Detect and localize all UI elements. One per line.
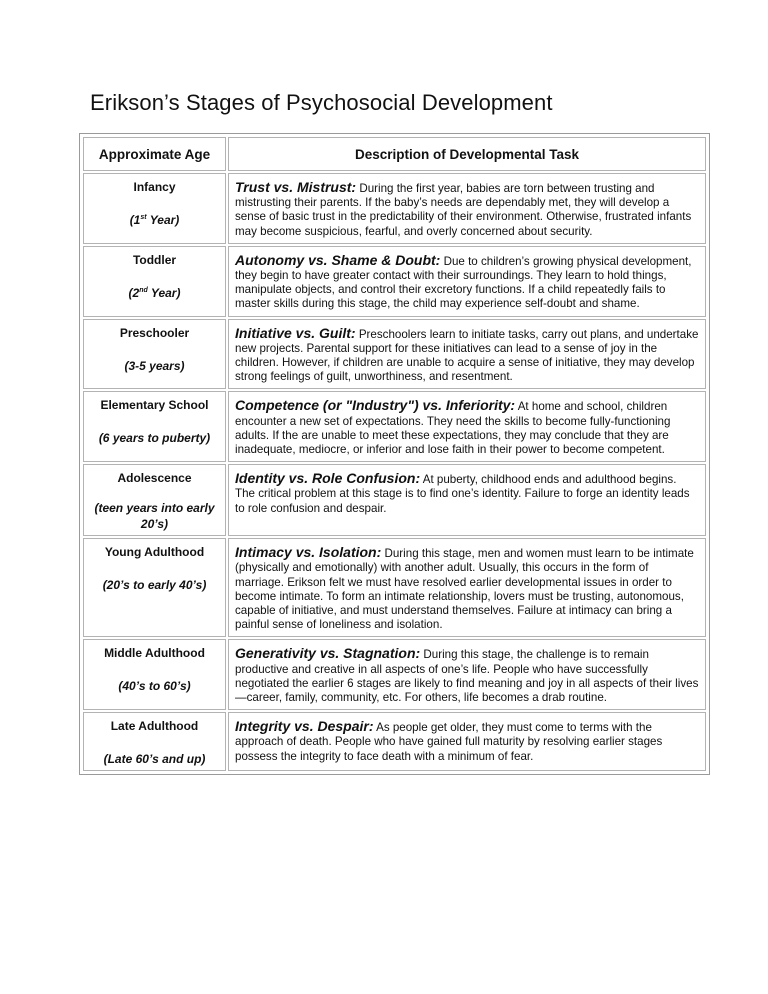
age-range-text: (40’s to 60’s)	[118, 679, 191, 694]
age-cell	[83, 538, 226, 637]
stage-name: Middle Adulthood	[104, 646, 205, 661]
age-range	[87, 502, 222, 531]
age-cell	[83, 319, 226, 390]
age-range-text: (3-5 years)	[124, 358, 185, 373]
stage-name: Young Adulthood	[104, 545, 205, 560]
task-title: Initiative vs. Guilt:	[235, 324, 356, 341]
task-description: During the first year, babies are torn between trusting and mistrusting their parents. If the baby’s needs are dependably met, they will develop a sense of basic trust in the predictability of their environment. Otherwise, frustrated infants may become suspicious, fearful, and overly concerned about security.	[235, 182, 692, 238]
age-range-text: (Late 60’s and up)	[103, 752, 206, 767]
table-row	[83, 246, 706, 317]
age-cell	[83, 464, 226, 536]
age-range	[87, 284, 222, 300]
age-range-suffix: Year)	[146, 213, 180, 227]
age-range-text: (20’s to early 40’s)	[102, 578, 207, 593]
stage-name: Adolescence	[117, 471, 192, 486]
age-range	[87, 429, 222, 445]
age-range-suffix: Year)	[147, 285, 181, 300]
description-cell	[228, 391, 706, 462]
task-description: Preschoolers learn to initiate tasks, carry out plans, and undertake new projects. Parental support for these initiatives can lead to a sense of joy in the children. However, if children are unable to acquire a sense of initiative, they may develop strong feelings of guilt, unworthiness, and resentment.	[235, 327, 699, 384]
task-title: Trust vs. Mistrust:	[235, 179, 357, 195]
task-description: Due to children’s growing physical development, they begin to have greater contact with their surroundings. They learn to hold things, manipulate objects, and control their excretory functions. If a child repeatedly fails to master skills during this stage, the child may experience self-doubt and shame.	[235, 254, 692, 311]
description-cell	[228, 246, 706, 317]
page-title: Erikson’s Stages of Psychosocial Development	[90, 90, 553, 115]
task-description: As people get older, they must come to terms with the approach of death. People who have gained full maturity by resolving earlier stages possess the integrity to face death with a minimum of fear.	[235, 721, 663, 763]
description-cell	[228, 639, 706, 710]
task-description: At puberty, childhood ends and adulthood begins. The critical problem at this stage is to find one’s identity. Failure to forge an identity leads to role confusion and despair.	[235, 473, 690, 515]
table-row	[83, 639, 706, 710]
age-range-text: (2	[128, 285, 140, 300]
task-title: Autonomy vs. Shame & Doubt:	[235, 251, 441, 268]
stages-table-frame	[79, 133, 710, 775]
table-row	[83, 712, 706, 771]
age-range-ordinal: nd	[139, 286, 148, 294]
stage-name: Elementary School	[100, 398, 209, 413]
age-cell	[83, 391, 226, 462]
task-description: During this stage, men and women must learn to be intimate (physically and emotionally) with another adult. Usually, this occurs in the form of marriage. Erikson felt we must have resolved earlier developmental issues in order to become intimate. To form an intimate relationship, lovers must be trusting, autonomous, capable of initiative, and must understand themselves. Failure at intimacy can bring a painful sense of loneliness and isolation.	[235, 547, 694, 632]
table-row	[83, 391, 706, 462]
header-description: Description of Developmental Task	[228, 137, 706, 171]
stage-name: Late Adulthood	[110, 719, 199, 734]
age-range	[87, 357, 222, 373]
age-range-ordinal: st	[140, 214, 147, 221]
description-cell	[228, 712, 706, 771]
description-cell	[228, 319, 706, 390]
task-description: During this stage, the challenge is to remain productive and creative in all aspects of one’s life. People who have successfully negotiated the earlier 6 stages are likely to find meaning and joy in all aspects of their lives—career, family, community, etc. For others, life becomes a drab routine.	[235, 648, 699, 705]
table-header-row	[83, 137, 706, 171]
age-cell	[83, 246, 226, 317]
age-cell	[83, 173, 226, 244]
header-approximate-age: Approximate Age	[83, 137, 226, 171]
description-cell	[228, 464, 706, 536]
table-row	[83, 538, 706, 637]
task-title: Competence (or "Industry") vs. Inferiority:	[235, 397, 516, 414]
age-range	[87, 750, 222, 766]
age-range-text: (teen years into early 20’s)	[94, 501, 215, 532]
stage-name: Preschooler	[119, 325, 190, 340]
task-title: Intimacy vs. Isolation:	[235, 544, 382, 561]
age-cell	[83, 712, 226, 771]
stage-name: Toddler	[132, 252, 177, 267]
table-row	[83, 319, 706, 390]
task-description: At home and school, children encounter a new set of expectations. They need the skills to become fully-functioning adults. If the are unable to meet these expectations, they may conclude that they are inadequate, mediocre, or inferior and lose faith in their power to become competent.	[235, 400, 671, 457]
age-range-text: (6 years to puberty)	[98, 431, 211, 446]
age-range	[87, 677, 222, 693]
age-range-text: (1	[129, 213, 141, 227]
task-title: Identity vs. Role Confusion:	[235, 470, 421, 487]
table-row	[83, 464, 706, 536]
age-cell	[83, 639, 226, 710]
task-title: Integrity vs. Despair:	[235, 718, 374, 735]
task-title: Generativity vs. Stagnation:	[235, 645, 421, 662]
description-cell	[228, 538, 706, 637]
age-range	[87, 576, 222, 592]
stages-table	[81, 135, 708, 773]
description-cell	[228, 173, 706, 244]
stage-name: Infancy	[133, 180, 176, 194]
age-range	[87, 211, 222, 227]
table-row	[83, 173, 706, 244]
